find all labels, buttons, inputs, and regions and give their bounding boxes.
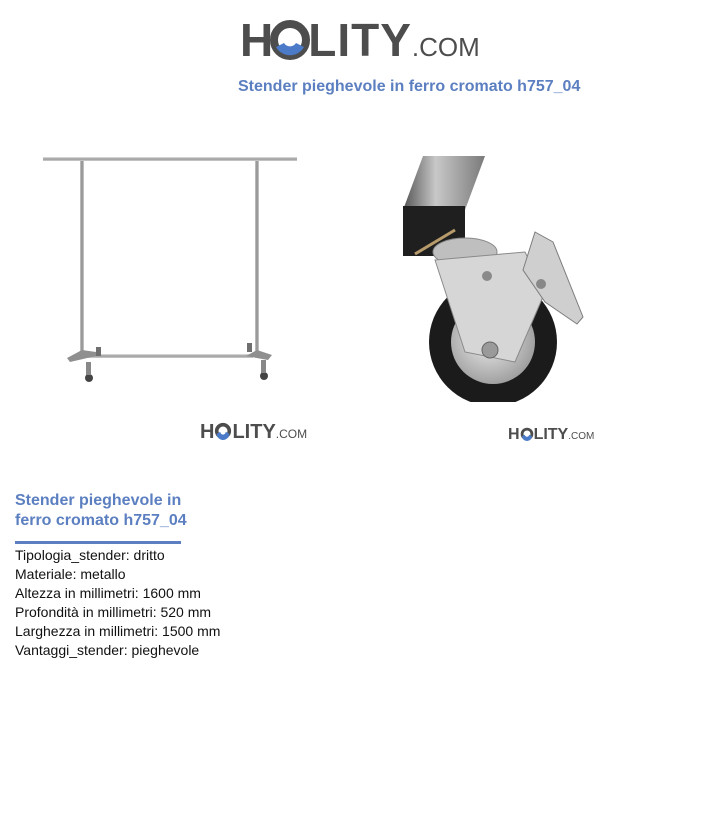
spec-item-altezza: Altezza in millimetri: 1600 mm (15, 585, 201, 601)
logo-ring-icon (270, 19, 310, 61)
logo-letters: LITY (308, 14, 412, 66)
rack-left-post (80, 161, 84, 356)
spec-item-larghezza: Larghezza in millimetri: 1500 mm (15, 623, 221, 639)
rack-top-bar (43, 157, 297, 161)
product-title: Stender pieghevole in ferro cromato h757_04 (15, 492, 187, 529)
clothes-rack-image[interactable] (40, 150, 300, 390)
holity-logo[interactable] (240, 12, 485, 68)
caster-wheel-image[interactable] (395, 152, 590, 402)
logo-com: .COM (411, 32, 480, 62)
rack-left-foot (67, 350, 96, 362)
spec-item-profondita: Profondità in millimetri: 520 mm (15, 604, 212, 620)
watermark-logo-right: H LITY.COM (508, 426, 595, 443)
watermark-logo-left: H LITY.COM (200, 421, 308, 443)
logo-ring-icon (520, 426, 534, 444)
spec-item-tipologia: Tipologia_stender: dritto (15, 547, 165, 563)
logo-ring-icon (214, 421, 232, 444)
logo-letter-h: H (240, 14, 275, 66)
caster-tube (403, 156, 485, 210)
title-divider (15, 541, 181, 544)
page-title: Stender pieghevole in ferro cromato h757_04 (238, 78, 581, 95)
rack-right-post (255, 161, 259, 356)
rack-bottom-bar (88, 354, 253, 358)
spec-item-vantaggi: Vantaggi_stender: pieghevole (15, 642, 200, 658)
spec-item-materiale: Materiale: metallo (15, 566, 126, 582)
product-specs-list (15, 546, 220, 660)
